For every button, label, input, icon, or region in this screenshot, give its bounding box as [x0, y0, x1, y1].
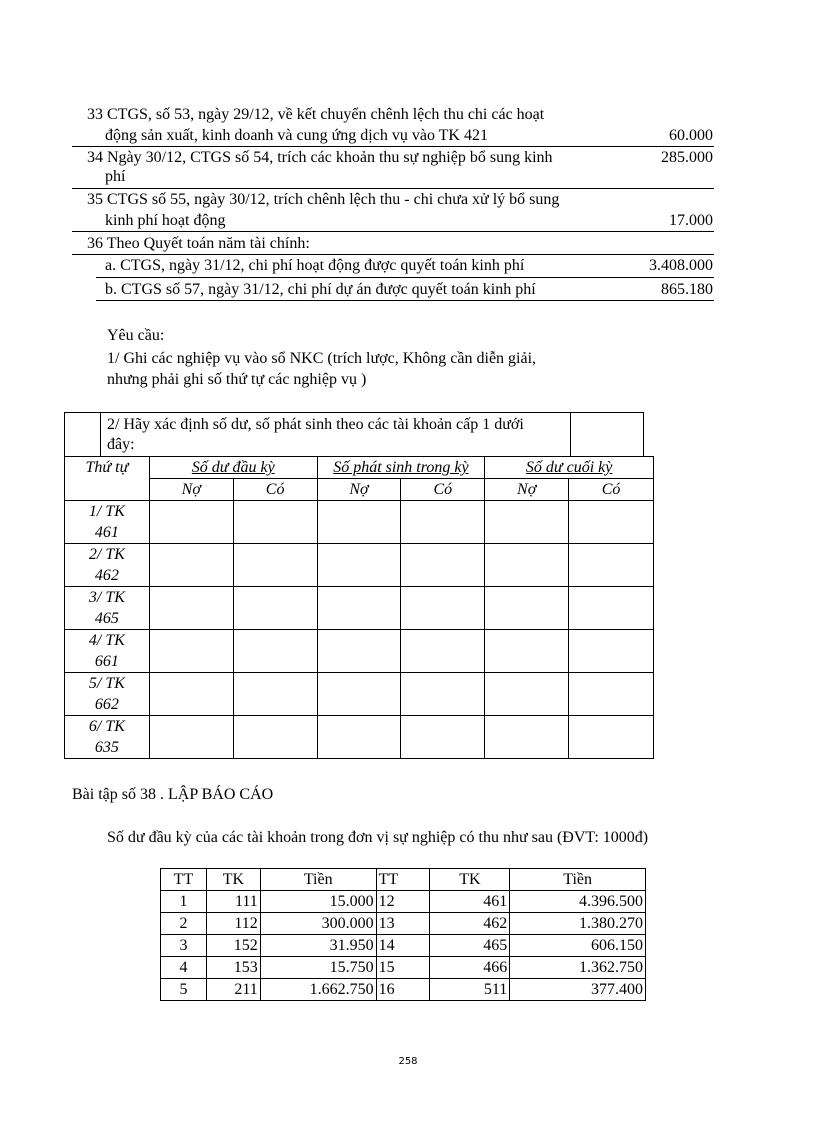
- header-tt: TT: [161, 869, 207, 891]
- account-label-cell: [65, 716, 150, 759]
- header-period-movement: Số phát sinh trong kỳ: [317, 457, 485, 479]
- table-row: [65, 716, 654, 759]
- entry-36-line-1: 36 Theo Quyết toán năm tài chính:: [87, 235, 310, 252]
- cell-tk: 466: [430, 957, 510, 979]
- cell-tt: 2: [161, 913, 207, 935]
- table-row: [65, 630, 654, 673]
- account-label-cell: [65, 544, 150, 587]
- table-header-row: [161, 869, 646, 891]
- requirements-title: Yêu cầu:: [107, 327, 165, 344]
- entry-35-amount: 17.000: [669, 212, 713, 229]
- exercise-title: Bài tập số 38 . LẬP BÁO CÁO: [72, 786, 274, 803]
- empty-cell: [317, 716, 401, 759]
- cell-tk: 461: [430, 891, 510, 913]
- empty-cell: [317, 544, 401, 587]
- header-closing-balance: Số dư cuối kỳ: [485, 457, 654, 479]
- table-row: [65, 544, 654, 587]
- cell-amount: 15.750: [260, 957, 376, 979]
- cell-tt: 5: [161, 979, 207, 1001]
- empty-cell: [485, 630, 569, 673]
- divider: [96, 277, 714, 278]
- account-label-cell: [65, 501, 150, 544]
- header-amount: Tiền: [260, 869, 376, 891]
- entry-35-line-2: kinh phí hoạt động: [105, 212, 226, 229]
- empty-cell: [149, 587, 233, 630]
- entry-33-line-1: 33 CTGS, số 53, ngày 29/12, về kết chuyển chênh lệch thu chi các hoạt: [87, 106, 545, 123]
- empty-cell: [485, 544, 569, 587]
- empty-cell: [149, 501, 233, 544]
- header-credit: Có: [401, 479, 485, 501]
- cell-tk: 112: [206, 913, 260, 935]
- table-row: [161, 891, 646, 913]
- empty-cell: [233, 673, 317, 716]
- empty-cell: [401, 630, 485, 673]
- empty-cell: [569, 673, 654, 716]
- header-amount: Tiền: [510, 869, 646, 891]
- cell-tk: 152: [206, 935, 260, 957]
- account-label-line-1: 6/ TK: [88, 718, 125, 735]
- entry-34-amount: 285.000: [661, 149, 713, 166]
- empty-cell: [485, 716, 569, 759]
- empty-cell: [149, 630, 233, 673]
- cell-amount: 4.396.500: [510, 891, 646, 913]
- cell-tt: 3: [161, 935, 207, 957]
- empty-cell: [569, 630, 654, 673]
- cell-tk: 211: [206, 979, 260, 1001]
- cell-amount: 606.150: [510, 935, 646, 957]
- cell-tk: 462: [430, 913, 510, 935]
- empty-cell: [569, 501, 654, 544]
- table-row: [65, 501, 654, 544]
- entry-36b-line-1: b. CTGS số 57, ngày 31/12, chi phí dự án được quyết toán kinh phí: [105, 281, 536, 298]
- table-row: [161, 979, 646, 1001]
- requirement-1-line-1: 1/ Ghi các nghiệp vụ vào sổ NKC (trích lược, Không cần diễn giải,: [107, 350, 537, 367]
- account-label-line-1: 4/ TK: [88, 632, 125, 649]
- account-label-cell: [65, 587, 150, 630]
- account-label-line-2: 465: [94, 610, 119, 627]
- empty-cell: [569, 587, 654, 630]
- empty-cell: [401, 544, 485, 587]
- entry-35-line-1: 35 CTGS số 55, ngày 30/12, trích chênh lệch thu - chi chưa xử lý bổ sung: [87, 191, 560, 208]
- header-credit: Có: [233, 479, 317, 501]
- empty-cell: [401, 501, 485, 544]
- cell-tt: 14: [376, 935, 430, 957]
- empty-cell: [233, 587, 317, 630]
- empty-cell: [401, 716, 485, 759]
- empty-cell: [233, 716, 317, 759]
- empty-cell: [233, 501, 317, 544]
- header-debit: Nợ: [485, 479, 569, 501]
- cell-tt: 15: [376, 957, 430, 979]
- empty-cell: [317, 501, 401, 544]
- cell-amount: 377.400: [510, 979, 646, 1001]
- balance-table-intro-line-2: đây:: [107, 436, 135, 453]
- header-opening-balance: Số dư đầu kỳ: [149, 457, 317, 479]
- empty-cell: [317, 630, 401, 673]
- table-row: [161, 957, 646, 979]
- cell-tt: 16: [376, 979, 430, 1001]
- account-label-cell: [65, 630, 150, 673]
- empty-cell: [317, 673, 401, 716]
- entry-36b-amount: 865.180: [661, 281, 713, 298]
- balance-grid: [64, 456, 654, 759]
- page-number: 258: [398, 1056, 418, 1067]
- header-credit: Có: [569, 479, 654, 501]
- entry-33-amount: 60.000: [669, 127, 713, 144]
- divider: [570, 412, 571, 456]
- balance-table-intro-line-1: 2/ Hãy xác định số dư, số phát sinh theo các tài khoản cấp 1 dưới: [107, 416, 524, 433]
- entry-34-line-1: 34 Ngày 30/12, CTGS số 54, trích các khoản thu sự nghiệp bổ sung kinh: [87, 149, 553, 166]
- entry-34-line-2: phí: [105, 168, 126, 185]
- empty-cell: [401, 587, 485, 630]
- table-row: [65, 587, 654, 630]
- header-tk: TK: [430, 869, 510, 891]
- header-tk: TK: [206, 869, 260, 891]
- account-label-line-1: 1/ TK: [88, 503, 125, 520]
- divider: [100, 412, 101, 456]
- empty-cell: [485, 673, 569, 716]
- cell-amount: 1.662.750: [260, 979, 376, 1001]
- account-label-line-2: 662: [94, 696, 119, 713]
- account-label-line-2: 661: [94, 653, 119, 670]
- account-label-line-1: 3/ TK: [88, 589, 125, 606]
- cell-tk: 153: [206, 957, 260, 979]
- empty-cell: [149, 673, 233, 716]
- cell-amount: 31.950: [260, 935, 376, 957]
- entry-36a-line-1: a. CTGS, ngày 31/12, chi phí hoạt động được quyết toán kinh phí: [105, 257, 525, 274]
- header-tt: TT: [376, 869, 430, 891]
- empty-cell: [317, 587, 401, 630]
- cell-amount: 15.000: [260, 891, 376, 913]
- entry-36a-amount: 3.408.000: [649, 257, 713, 274]
- empty-cell: [233, 544, 317, 587]
- requirement-1-line-2: nhưng phải ghi số thứ tự các nghiệp vụ ): [107, 371, 367, 388]
- header-debit: Nợ: [149, 479, 233, 501]
- cell-tk: 111: [206, 891, 260, 913]
- cell-tt: 4: [161, 957, 207, 979]
- empty-cell: [569, 716, 654, 759]
- exercise-intro: Số dư đầu kỳ của các tài khoản trong đơn vị sự nghiệp có thu như sau (ĐVT: 1000đ): [107, 829, 649, 846]
- cell-tk: 511: [430, 979, 510, 1001]
- account-label-line-2: 461: [94, 524, 119, 541]
- table-row: [65, 673, 654, 716]
- header-debit: Nợ: [317, 479, 401, 501]
- cell-amount: 1.380.270: [510, 913, 646, 935]
- table-row: [161, 913, 646, 935]
- account-label-line-2: 462: [94, 567, 119, 584]
- cell-amount: 300.000: [260, 913, 376, 935]
- entry-33-line-2: động sản xuất, kinh doanh và cung ứng dịch vụ vào TK 421: [105, 127, 488, 144]
- account-label-line-1: 5/ TK: [88, 675, 125, 692]
- empty-cell: [149, 716, 233, 759]
- empty-cell: [401, 673, 485, 716]
- account-label-line-1: 2/ TK: [88, 546, 125, 563]
- header-order: Thứ tự: [65, 457, 150, 501]
- empty-cell: [149, 544, 233, 587]
- empty-cell: [485, 587, 569, 630]
- empty-cell: [569, 544, 654, 587]
- cell-tt: 12: [376, 891, 430, 913]
- cell-tt: 13: [376, 913, 430, 935]
- empty-cell: [485, 501, 569, 544]
- account-label-cell: [65, 673, 150, 716]
- cell-amount: 1.362.750: [510, 957, 646, 979]
- cell-tt: 1: [161, 891, 207, 913]
- account-label-line-2: 635: [94, 739, 119, 756]
- divider: [96, 300, 714, 301]
- divider: [72, 231, 714, 232]
- account-balance-table: [160, 868, 646, 1001]
- table-row: [161, 935, 646, 957]
- cell-tk: 465: [430, 935, 510, 957]
- empty-cell: [233, 630, 317, 673]
